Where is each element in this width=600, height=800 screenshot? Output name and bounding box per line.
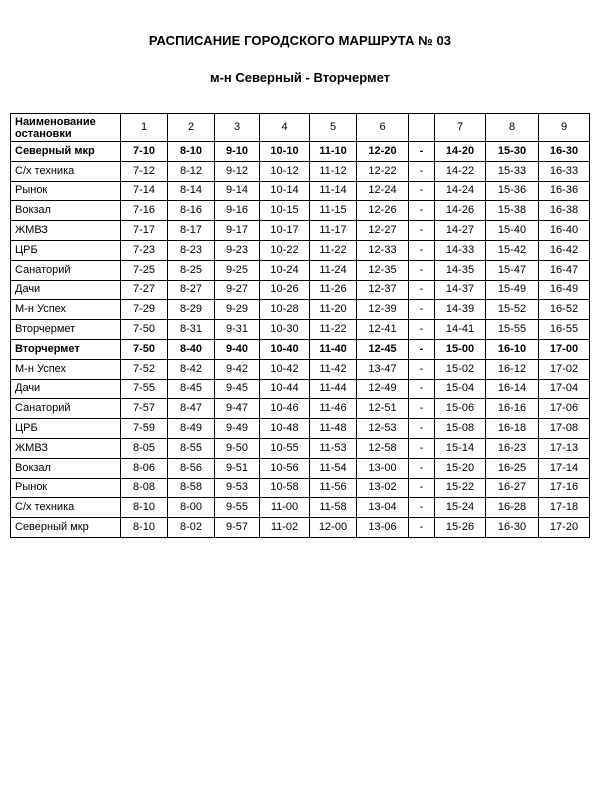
- stop-name-cell: Вторчермет: [11, 320, 121, 340]
- time-cell: 9-23: [215, 240, 260, 260]
- table-row: [11, 518, 590, 538]
- time-cell: 10-14: [260, 181, 310, 201]
- time-cell: 10-24: [260, 260, 310, 280]
- time-cell: 9-40: [215, 339, 260, 359]
- time-cell: 10-40: [260, 339, 310, 359]
- time-cell: 12-27: [357, 221, 409, 241]
- time-cell: 8-02: [168, 518, 215, 538]
- time-cell: 13-04: [357, 498, 409, 518]
- time-cell: 12-22: [357, 161, 409, 181]
- stop-name-cell: ЦРБ: [11, 240, 121, 260]
- time-cell: 11-02: [260, 518, 310, 538]
- time-cell: 10-28: [260, 300, 310, 320]
- stop-name-cell: Вокзал: [11, 458, 121, 478]
- time-cell: -: [409, 240, 435, 260]
- time-cell: 9-25: [215, 260, 260, 280]
- time-cell: 9-14: [215, 181, 260, 201]
- stop-name-cell: ЖМВЗ: [11, 438, 121, 458]
- time-cell: 14-20: [435, 142, 486, 162]
- time-cell: 9-16: [215, 201, 260, 221]
- time-cell: 15-49: [486, 280, 539, 300]
- stop-header-line1: Наименование: [15, 115, 96, 128]
- time-cell: 17-16: [539, 478, 590, 498]
- time-cell: 7-57: [121, 399, 168, 419]
- table-row: [11, 221, 590, 241]
- time-cell: 16-16: [486, 399, 539, 419]
- stop-name-cell: Вокзал: [11, 201, 121, 221]
- time-cell: 15-55: [486, 320, 539, 340]
- time-cell: 12-39: [357, 300, 409, 320]
- time-cell: 13-02: [357, 478, 409, 498]
- table-row: [11, 142, 590, 162]
- time-cell: 8-45: [168, 379, 215, 399]
- time-cell: 7-50: [121, 320, 168, 340]
- time-cell: 15-04: [435, 379, 486, 399]
- time-cell: 8-55: [168, 438, 215, 458]
- time-cell: 11-56: [310, 478, 357, 498]
- time-cell: 7-10: [121, 142, 168, 162]
- time-cell: 17-08: [539, 419, 590, 439]
- time-cell: -: [409, 161, 435, 181]
- time-cell: 11-12: [310, 161, 357, 181]
- schedule-table: [10, 113, 590, 538]
- trip-column-header: 1: [121, 114, 168, 142]
- trip-column-header: 7: [435, 114, 486, 142]
- time-cell: 10-17: [260, 221, 310, 241]
- time-cell: 8-25: [168, 260, 215, 280]
- stop-name-cell: Дачи: [11, 379, 121, 399]
- time-cell: -: [409, 438, 435, 458]
- time-cell: 14-37: [435, 280, 486, 300]
- table-row: [11, 181, 590, 201]
- time-cell: 15-14: [435, 438, 486, 458]
- time-cell: 15-38: [486, 201, 539, 221]
- time-cell: -: [409, 419, 435, 439]
- stop-name-cell: Дачи: [11, 280, 121, 300]
- time-cell: 8-56: [168, 458, 215, 478]
- time-cell: 8-14: [168, 181, 215, 201]
- table-row: [11, 438, 590, 458]
- trip-column-header: 9: [539, 114, 590, 142]
- time-cell: 15-08: [435, 419, 486, 439]
- time-cell: -: [409, 181, 435, 201]
- time-cell: 8-06: [121, 458, 168, 478]
- time-cell: 7-55: [121, 379, 168, 399]
- time-cell: -: [409, 498, 435, 518]
- time-cell: 8-42: [168, 359, 215, 379]
- time-cell: 12-45: [357, 339, 409, 359]
- time-cell: 17-13: [539, 438, 590, 458]
- stop-name-cell: Санаторий: [11, 399, 121, 419]
- time-cell: 11-14: [310, 181, 357, 201]
- time-cell: 16-30: [486, 518, 539, 538]
- stop-name-cell: ЖМВЗ: [11, 221, 121, 241]
- time-cell: 12-37: [357, 280, 409, 300]
- trip-column-header: 2: [168, 114, 215, 142]
- time-cell: 7-25: [121, 260, 168, 280]
- time-cell: 7-50: [121, 339, 168, 359]
- time-cell: -: [409, 320, 435, 340]
- time-cell: 16-14: [486, 379, 539, 399]
- time-cell: 8-08: [121, 478, 168, 498]
- time-cell: -: [409, 518, 435, 538]
- time-cell: 17-20: [539, 518, 590, 538]
- time-cell: 8-17: [168, 221, 215, 241]
- table-row: [11, 458, 590, 478]
- time-cell: 16-38: [539, 201, 590, 221]
- time-cell: 8-16: [168, 201, 215, 221]
- time-cell: 7-23: [121, 240, 168, 260]
- time-cell: 11-40: [310, 339, 357, 359]
- time-cell: 15-40: [486, 221, 539, 241]
- time-cell: 15-22: [435, 478, 486, 498]
- time-cell: 14-33: [435, 240, 486, 260]
- stop-name-cell: Рынок: [11, 478, 121, 498]
- time-cell: 16-23: [486, 438, 539, 458]
- time-cell: 8-31: [168, 320, 215, 340]
- time-cell: 9-47: [215, 399, 260, 419]
- time-cell: 8-23: [168, 240, 215, 260]
- time-cell: 8-12: [168, 161, 215, 181]
- time-cell: 10-10: [260, 142, 310, 162]
- time-cell: 11-44: [310, 379, 357, 399]
- table-row: [11, 280, 590, 300]
- time-cell: 13-06: [357, 518, 409, 538]
- time-cell: 12-33: [357, 240, 409, 260]
- time-cell: 16-12: [486, 359, 539, 379]
- time-cell: 16-33: [539, 161, 590, 181]
- time-cell: -: [409, 379, 435, 399]
- time-cell: 14-24: [435, 181, 486, 201]
- time-cell: 9-57: [215, 518, 260, 538]
- time-cell: -: [409, 478, 435, 498]
- time-cell: -: [409, 399, 435, 419]
- table-row: [11, 260, 590, 280]
- time-cell: 14-22: [435, 161, 486, 181]
- trip-column-header: 6: [357, 114, 409, 142]
- time-cell: 16-25: [486, 458, 539, 478]
- time-cell: 9-45: [215, 379, 260, 399]
- time-cell: 16-42: [539, 240, 590, 260]
- time-cell: 11-24: [310, 260, 357, 280]
- table-row: [11, 240, 590, 260]
- time-cell: 11-26: [310, 280, 357, 300]
- time-cell: 15-47: [486, 260, 539, 280]
- time-cell: 15-26: [435, 518, 486, 538]
- time-cell: 10-58: [260, 478, 310, 498]
- table-row: [11, 399, 590, 419]
- time-cell: 11-22: [310, 240, 357, 260]
- time-cell: 8-58: [168, 478, 215, 498]
- time-cell: 14-26: [435, 201, 486, 221]
- time-cell: 16-28: [486, 498, 539, 518]
- time-cell: 13-00: [357, 458, 409, 478]
- time-cell: 7-27: [121, 280, 168, 300]
- table-row: [11, 320, 590, 340]
- time-cell: 10-26: [260, 280, 310, 300]
- time-cell: 8-05: [121, 438, 168, 458]
- time-cell: 11-42: [310, 359, 357, 379]
- time-cell: 12-26: [357, 201, 409, 221]
- time-cell: 11-10: [310, 142, 357, 162]
- time-cell: 12-00: [310, 518, 357, 538]
- time-cell: -: [409, 201, 435, 221]
- time-cell: 13-47: [357, 359, 409, 379]
- table-row: [11, 201, 590, 221]
- time-cell: 15-52: [486, 300, 539, 320]
- time-cell: 14-27: [435, 221, 486, 241]
- time-cell: 11-17: [310, 221, 357, 241]
- time-cell: 8-47: [168, 399, 215, 419]
- time-cell: 12-53: [357, 419, 409, 439]
- table-row: [11, 498, 590, 518]
- table-row: [11, 359, 590, 379]
- time-cell: 7-12: [121, 161, 168, 181]
- time-cell: -: [409, 142, 435, 162]
- time-cell: 8-40: [168, 339, 215, 359]
- time-cell: 14-35: [435, 260, 486, 280]
- trip-column-header: 5: [310, 114, 357, 142]
- time-cell: 9-12: [215, 161, 260, 181]
- time-cell: -: [409, 221, 435, 241]
- table-header-row: [11, 114, 590, 142]
- time-cell: 15-42: [486, 240, 539, 260]
- time-cell: 15-00: [435, 339, 486, 359]
- stop-header-line2: остановки: [15, 127, 72, 140]
- stop-name-cell: Северный мкр: [11, 142, 121, 162]
- time-cell: 16-10: [486, 339, 539, 359]
- time-cell: 10-42: [260, 359, 310, 379]
- time-cell: 8-00: [168, 498, 215, 518]
- time-cell: 9-42: [215, 359, 260, 379]
- time-cell: 16-27: [486, 478, 539, 498]
- trip-column-header: 4: [260, 114, 310, 142]
- time-cell: 15-20: [435, 458, 486, 478]
- time-cell: 17-00: [539, 339, 590, 359]
- time-cell: 9-10: [215, 142, 260, 162]
- time-cell: 12-20: [357, 142, 409, 162]
- time-cell: 17-02: [539, 359, 590, 379]
- time-cell: 11-15: [310, 201, 357, 221]
- time-cell: 10-15: [260, 201, 310, 221]
- trip-column-header: 8: [486, 114, 539, 142]
- time-cell: 12-35: [357, 260, 409, 280]
- table-row: [11, 379, 590, 399]
- time-cell: 15-02: [435, 359, 486, 379]
- time-cell: -: [409, 260, 435, 280]
- time-cell: 16-49: [539, 280, 590, 300]
- table-row: [11, 339, 590, 359]
- time-cell: 9-55: [215, 498, 260, 518]
- time-cell: 7-17: [121, 221, 168, 241]
- time-cell: 8-49: [168, 419, 215, 439]
- time-cell: 7-59: [121, 419, 168, 439]
- table-row: [11, 478, 590, 498]
- time-cell: 14-39: [435, 300, 486, 320]
- stop-name-cell: М-н Успех: [11, 300, 121, 320]
- route-subtitle: м-н Северный - Вторчермет: [209, 70, 391, 85]
- time-cell: 16-18: [486, 419, 539, 439]
- time-cell: 9-50: [215, 438, 260, 458]
- time-cell: 11-20: [310, 300, 357, 320]
- time-cell: 16-52: [539, 300, 590, 320]
- time-cell: -: [409, 339, 435, 359]
- trip-column-header: [409, 114, 435, 142]
- time-cell: 10-30: [260, 320, 310, 340]
- schedule-body: [11, 142, 590, 538]
- time-cell: 17-06: [539, 399, 590, 419]
- time-cell: 12-24: [357, 181, 409, 201]
- time-cell: 15-33: [486, 161, 539, 181]
- time-cell: 9-31: [215, 320, 260, 340]
- time-cell: 17-14: [539, 458, 590, 478]
- time-cell: 15-24: [435, 498, 486, 518]
- time-cell: 11-22: [310, 320, 357, 340]
- time-cell: 8-27: [168, 280, 215, 300]
- time-cell: 11-00: [260, 498, 310, 518]
- time-cell: 16-55: [539, 320, 590, 340]
- time-cell: 7-52: [121, 359, 168, 379]
- stop-column-header: [11, 114, 121, 142]
- stop-name-cell: М-н Успех: [11, 359, 121, 379]
- time-cell: -: [409, 300, 435, 320]
- time-cell: 16-36: [539, 181, 590, 201]
- time-cell: -: [409, 280, 435, 300]
- time-cell: 15-30: [486, 142, 539, 162]
- time-cell: 16-30: [539, 142, 590, 162]
- time-cell: 10-55: [260, 438, 310, 458]
- page-title: РАСПИСАНИЕ ГОРОДСКОГО МАРШРУТА № 03: [148, 33, 452, 48]
- time-cell: 8-10: [121, 518, 168, 538]
- time-cell: 8-10: [168, 142, 215, 162]
- time-cell: 11-54: [310, 458, 357, 478]
- time-cell: 12-41: [357, 320, 409, 340]
- time-cell: 12-51: [357, 399, 409, 419]
- stop-name-cell: Рынок: [11, 181, 121, 201]
- time-cell: 9-29: [215, 300, 260, 320]
- stop-name-cell: Северный мкр: [11, 518, 121, 538]
- time-cell: 10-12: [260, 161, 310, 181]
- time-cell: 8-29: [168, 300, 215, 320]
- time-cell: 9-17: [215, 221, 260, 241]
- table-row: [11, 161, 590, 181]
- time-cell: 7-14: [121, 181, 168, 201]
- time-cell: -: [409, 458, 435, 478]
- time-cell: 16-47: [539, 260, 590, 280]
- time-cell: 11-48: [310, 419, 357, 439]
- time-cell: 12-58: [357, 438, 409, 458]
- table-row: [11, 419, 590, 439]
- time-cell: 9-53: [215, 478, 260, 498]
- time-cell: 11-46: [310, 399, 357, 419]
- time-cell: 10-48: [260, 419, 310, 439]
- time-cell: 8-10: [121, 498, 168, 518]
- time-cell: 10-22: [260, 240, 310, 260]
- trip-column-header: 3: [215, 114, 260, 142]
- time-cell: 16-40: [539, 221, 590, 241]
- stop-name-cell: ЦРБ: [11, 419, 121, 439]
- stop-name-cell: С/х техника: [11, 498, 121, 518]
- time-cell: 17-18: [539, 498, 590, 518]
- time-cell: 17-04: [539, 379, 590, 399]
- stop-name-cell: Санаторий: [11, 260, 121, 280]
- time-cell: 14-41: [435, 320, 486, 340]
- time-cell: 9-49: [215, 419, 260, 439]
- time-cell: 9-51: [215, 458, 260, 478]
- time-cell: 10-44: [260, 379, 310, 399]
- time-cell: -: [409, 359, 435, 379]
- time-cell: 9-27: [215, 280, 260, 300]
- time-cell: 12-49: [357, 379, 409, 399]
- time-cell: 11-53: [310, 438, 357, 458]
- stop-name-cell: С/х техника: [11, 161, 121, 181]
- time-cell: 7-29: [121, 300, 168, 320]
- time-cell: 10-56: [260, 458, 310, 478]
- stop-name-cell: Вторчермет: [11, 339, 121, 359]
- time-cell: 15-36: [486, 181, 539, 201]
- time-cell: 10-46: [260, 399, 310, 419]
- time-cell: 11-58: [310, 498, 357, 518]
- time-cell: 15-06: [435, 399, 486, 419]
- table-row: [11, 300, 590, 320]
- time-cell: 7-16: [121, 201, 168, 221]
